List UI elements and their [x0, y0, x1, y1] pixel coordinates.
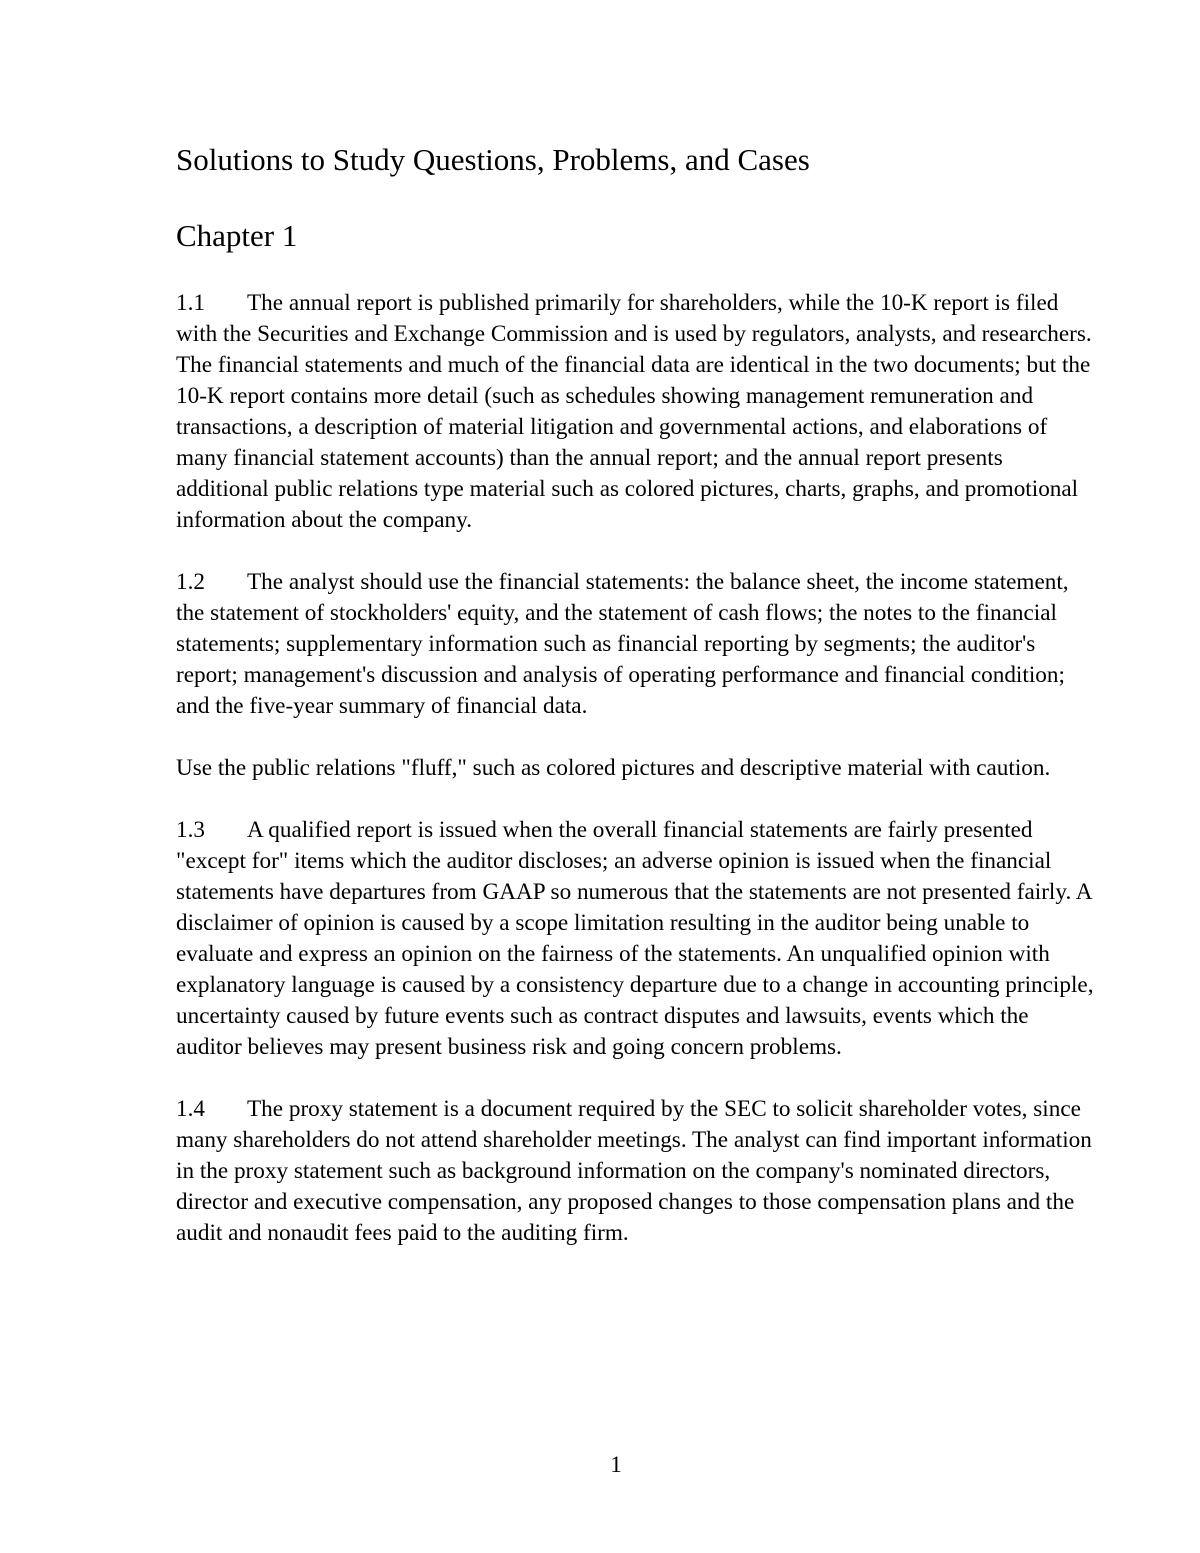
answer-paragraph-1-2-note [176, 753, 1096, 784]
paragraph-number: 1.3 [176, 817, 205, 843]
paragraph-text: The analyst should use the financial statements: the balance sheet, the income statement, the statement of stockholders' equity, and the statement of cash flows; the notes to the financial statements; supplementary information such as financial reporting by segments; the auditor's report; management's discussion and analysis of operating performance and financial condition; and the five-year summary of financial data. [176, 569, 1069, 719]
paragraph-number: 1.1 [176, 290, 205, 316]
paragraph-text: Use the public relations "fluff," such as colored pictures and descriptive material with caution. [176, 755, 1051, 781]
answer-paragraph-1-3 [176, 815, 1096, 1063]
paragraph-number: 1.4 [176, 1096, 205, 1122]
chapter-heading: Chapter 1 [176, 218, 298, 253]
answer-paragraph-1-4 [176, 1094, 1096, 1249]
document-title: Solutions to Study Questions, Problems, and Cases [176, 142, 810, 177]
answer-paragraph-1-1 [176, 288, 1096, 536]
page-content [176, 138, 1096, 1280]
answer-paragraph-1-2 [176, 567, 1096, 722]
paragraph-text: The proxy statement is a document required by the SEC to solicit shareholder votes, since many shareholders do not attend shareholder meetings. The analyst can find important information in the proxy statement such as background information on the company's nominated directors, director and executive compensation, any proposed changes to those compensation plans and the audit and nonaudit fees paid to the auditing firm. [176, 1096, 1092, 1246]
paragraph-text: The annual report is published primarily for shareholders, while the 10-K report is filed with the Securities and Exchange Commission and is used by regulators, analysts, and researchers. The financial statements and much of the financial data are identical in the two documents; but the 10-K report contains more detail (such as schedules showing management remuneration and transactions, a description of material litigation and governmental actions, and elaborations of many financial statement accounts) than the annual report; and the annual report presents additional public relations type material such as colored pictures, charts, graphs, and promotional information about the company. [176, 290, 1092, 533]
paragraph-number: 1.2 [176, 569, 205, 595]
paragraph-text: A qualified report is issued when the overall financial statements are fairly presented "except for" items which the auditor discloses; an adverse opinion is issued when the financial statements have departures from GAAP so numerous that the statements are not presented fairly. A disclaimer of opinion is caused by a scope limitation resulting in the auditor being unable to evaluate and express an opinion on the fairness of the statements. An unqualified opinion with explanatory language is caused by a consistency departure due to a change in accounting principle, uncertainty caused by future events such as contract disputes and lawsuits, events which the auditor believes may present business risk and going concern problems. [176, 817, 1094, 1060]
page-number: 1 [610, 1452, 622, 1478]
